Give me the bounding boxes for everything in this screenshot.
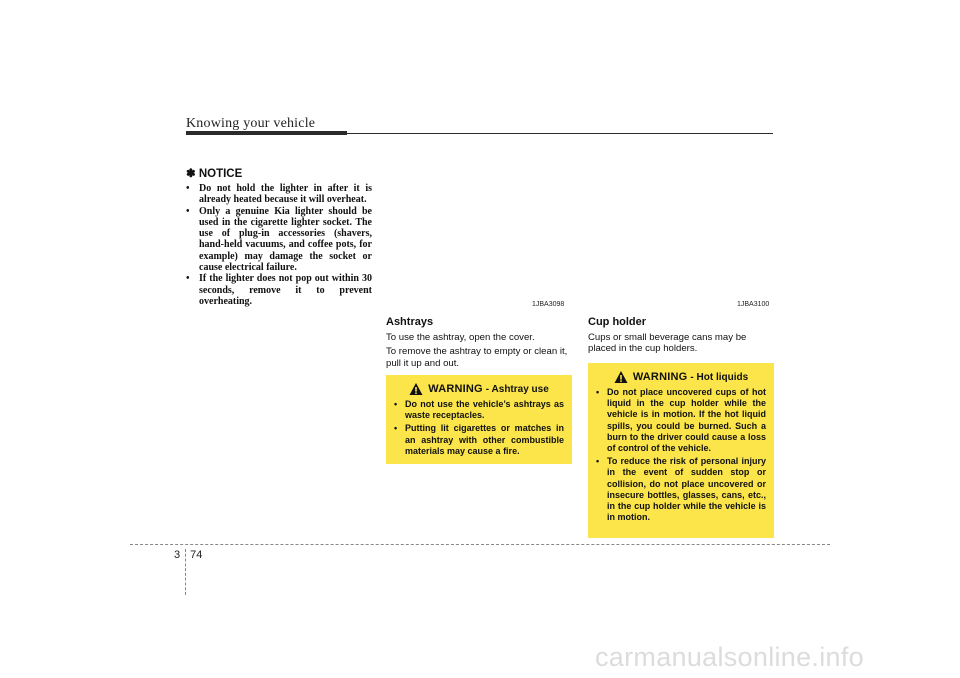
header-rule-thin (347, 133, 773, 134)
ashtrays-paragraph: To use the ashtray, open the cover. (386, 332, 535, 343)
ashtray-warning-box (386, 375, 572, 464)
bullet-icon: • (186, 273, 190, 285)
warning-label: WARNING (428, 383, 483, 395)
bullet-icon: • (394, 399, 398, 409)
cup-holder-paragraph: Cups or small beverage cans may be placed in the cup holders. (588, 332, 747, 355)
notice-item: • Do not hold the lighter in after it is already heated because it will overheat. (186, 183, 372, 206)
warning-item: • Putting lit cigarettes or matches in an ashtray with other combustible materials may cause a fire. (394, 423, 564, 456)
bullet-icon: • (596, 387, 600, 397)
notice-list (186, 183, 372, 307)
warning-label: WARNING (632, 371, 688, 383)
ashtrays-section (386, 316, 572, 372)
chapter-header-title: Knowing your vehicle (186, 116, 316, 131)
warning-item: • Do not use the vehicle’s ashtrays as waste receptacles. (394, 399, 564, 421)
cup-holder-image-code: 1JBA3100 (737, 301, 770, 308)
ashtray-image-code: 1JBA3098 (532, 301, 565, 308)
ashtrays-paragraph: To remove the ashtray to empty or clean it, pull it up and out. (386, 346, 568, 369)
page-number-value: 74 (190, 549, 203, 561)
warning-item: • Do not place uncovered cups of hot liquid in the cup holder while the vehicle is in motion. If the hot liquid spills, you could be burned. Such a burn to the driver could cause a loss of control of the vehicle. (596, 387, 766, 454)
ashtray-warning-list (394, 399, 564, 457)
warning-subject: - Hot liquids (690, 371, 749, 383)
cup-holder-section (588, 316, 774, 358)
warning-triangle-icon (409, 382, 423, 396)
bullet-icon: • (186, 183, 190, 194)
cup-holder-warning-list (596, 387, 766, 523)
warning-triangle-icon (614, 370, 628, 384)
cup-holder-warning-header (596, 370, 766, 384)
bullet-icon: • (186, 205, 190, 217)
bullet-icon: • (596, 456, 600, 467)
ashtrays-body (386, 332, 572, 369)
notice-item: • If the lighter does not pop out within 30 seconds, remove it to prevent overheating. (186, 273, 372, 307)
bullet-icon: • (394, 423, 398, 434)
cup-holder-warning-box (588, 363, 774, 538)
notice-block (186, 166, 372, 307)
warning-subject: - Ashtray use (485, 383, 549, 395)
page-number (174, 549, 202, 561)
notice-item: • Only a genuine Kia lighter should be used in the cigarette lighter socket. The use of plug-in accessories (shavers, hand-held vacuums, and coffee pots, for example) may damage the socket or cause electrical failure. (186, 205, 372, 274)
chapter-number: 3 (174, 549, 181, 561)
notice-heading: ✽ NOTICE (186, 168, 243, 180)
ashtrays-title: Ashtrays (386, 316, 434, 328)
header-rule-thick (186, 131, 347, 135)
watermark: carmanualsonline.info (595, 642, 864, 672)
cup-holder-body (588, 332, 774, 355)
warning-item: • To reduce the risk of personal injury in the event of sudden stop or collision, do not place uncovered or insecure bottles, glasses, cans, etc., in the cup holder while the vehicle is in motion. (596, 456, 766, 523)
footer-dashed-rule (130, 544, 830, 545)
ashtray-warning-header (394, 382, 564, 396)
cup-holder-title: Cup holder (588, 316, 647, 328)
footer-vertical-rule (185, 549, 186, 595)
